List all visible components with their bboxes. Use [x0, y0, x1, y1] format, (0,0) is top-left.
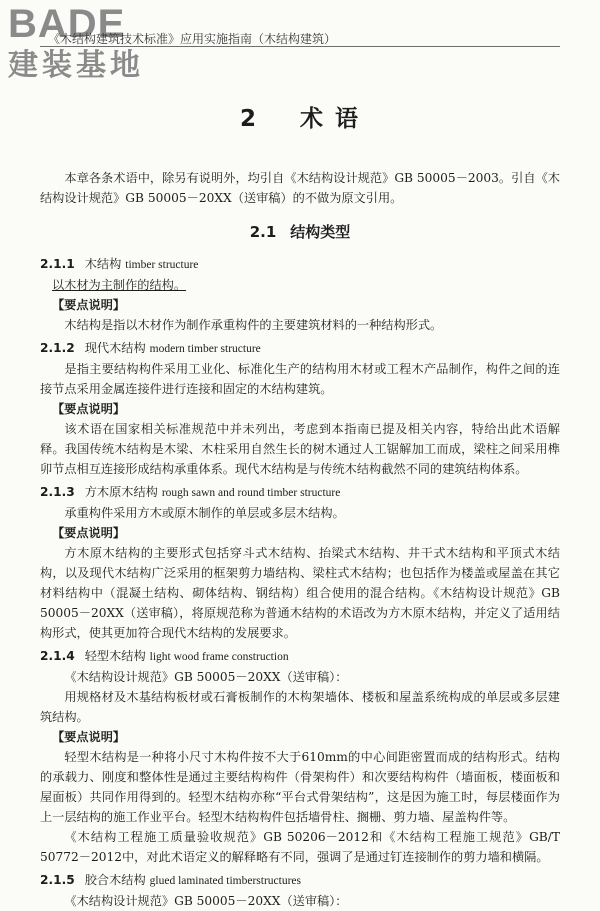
running-head: 《木结构建筑技术标准》应用实施指南（木结构建筑）: [48, 32, 337, 46]
term-number: 2.1.4: [40, 649, 75, 663]
note-paragraph: 轻型木结构是一种将小尺寸木构件按不大于610mm的中心间距密置而成的结构形式。结构的承载力、刚度和整体性是通过主要结构构件（骨架构件）和次要结构构件（墙面板，楼面板和屋面板）共同作用得到的。轻型木结构亦称“平台式骨架结构”，这是因为施工时，每层楼面作为上一层结构的施工作业平台。轻型木结构构件包括墙骨柱、搁栅、剪力墙、屋盖构件等。: [40, 750, 560, 824]
term-number: 2.1.1: [40, 257, 75, 271]
watermark-logo: [8, 4, 178, 99]
note-label: 【要点说明】: [52, 298, 126, 312]
section-name: 结构类型: [290, 223, 351, 241]
term-heading: [40, 338, 560, 359]
term-number: 2.1.5: [40, 873, 75, 887]
watermark-latin: BADE: [8, 2, 126, 46]
term-definition: [40, 275, 560, 295]
term-en: rough sawn and round timber structure: [161, 487, 341, 499]
term-en: glued laminated timberstructures: [149, 875, 302, 887]
term-definition: 用规格材及木基结构板材或石膏板制作的木构架墙体、楼板和屋盖系统构成的单层或多层建筑结构。: [40, 690, 560, 724]
term-heading: [40, 646, 560, 667]
term-zh: 胶合木结构: [84, 873, 146, 887]
term-heading: [40, 870, 560, 891]
note-label: 【要点说明】: [52, 730, 126, 744]
term-zh: 方木原木结构: [84, 485, 158, 499]
note-paragraph: 《木结构工程施工质量验收规范》GB 50206－2012和《木结构工程施工规范》GB/T 50772－2012中，对此术语定义的解释略有不同，强调了是通过钉连接制作的剪力墙和横隔。: [40, 830, 560, 864]
note-paragraph: 该术语在国家相关标准规范中并未列出，考虑到本指南已提及相关内容，特给出此术语解释。我国传统木结构是木梁、木柱采用自然生长的树木通过人工锯解加工而成，梁柱之间采用榫卯节点相互连接形成结构承重体系。现代木结构是与传统木结构截然不同的建筑结构体系。: [40, 422, 560, 476]
term-en: light wood frame construction: [149, 651, 289, 663]
term-heading: [40, 254, 560, 275]
watermark-cjk: 建装基地: [8, 48, 144, 83]
term-number: 2.1.2: [40, 341, 75, 355]
header-rule: [40, 46, 560, 47]
handwritten-definition: 以木材为主制作的结构。: [52, 278, 187, 292]
chapter-title: [0, 100, 600, 133]
intro-paragraph: 本章各条术语中，除另有说明外，均引自《木结构设计规范》GB 50005－2003。引自《木结构设计规范》GB 50005－20XX（送审稿）的不做为原文引用。: [40, 171, 560, 205]
chapter-name: 术 语: [300, 106, 361, 132]
term-en: modern timber structure: [149, 343, 261, 355]
term-en: timber structure: [125, 259, 199, 271]
section-number: 2.1: [249, 223, 277, 241]
note-paragraph: 木结构是指以木材作为制作承重构件的主要建筑材料的一种结构形式。: [64, 318, 443, 332]
note-label: 【要点说明】: [52, 402, 126, 416]
term-definition: 承重构件采用方木或原木制作的单层或多层木结构。: [64, 506, 345, 520]
note-paragraph: 方木原木结构的主要形式包括穿斗式木结构、抬梁式木结构、井干式木结构和平顶式木结构，以及现代木结构广泛采用的框架剪力墙结构、梁柱式木结构；也包括作为楼盖或屋盖在其它材料结构中（混凝土结构、砌体结构、钢结构）组合使用的混合结构。《木结构设计规范》GB 50005－20XX（送审稿），将原规范称为普通木结构的术语改为方木原木结构，并定义了适用结构形式，使其更加符合现代木结构的发展要求。: [40, 546, 560, 640]
chapter-number: 2: [239, 106, 258, 132]
term-source: 《木结构设计规范》GB 50005－20XX（送审稿）：: [64, 670, 348, 684]
term-source: 《木结构设计规范》GB 50005－20XX（送审稿）：: [64, 894, 348, 908]
note-label: 【要点说明】: [52, 526, 126, 540]
term-zh: 现代木结构: [84, 341, 146, 355]
term-zh: 木结构: [84, 257, 122, 271]
term-zh: 轻型木结构: [84, 649, 146, 663]
page-content: [40, 168, 560, 911]
section-title: [40, 222, 560, 242]
term-number: 2.1.3: [40, 485, 75, 499]
term-heading: [40, 482, 560, 503]
term-definition: 是指主要结构构件采用工业化、标准化生产的结构用木材或工程木产品制作，构件之间的连接节点采用金属连接件进行连接和固定的木结构建筑。: [40, 362, 560, 396]
